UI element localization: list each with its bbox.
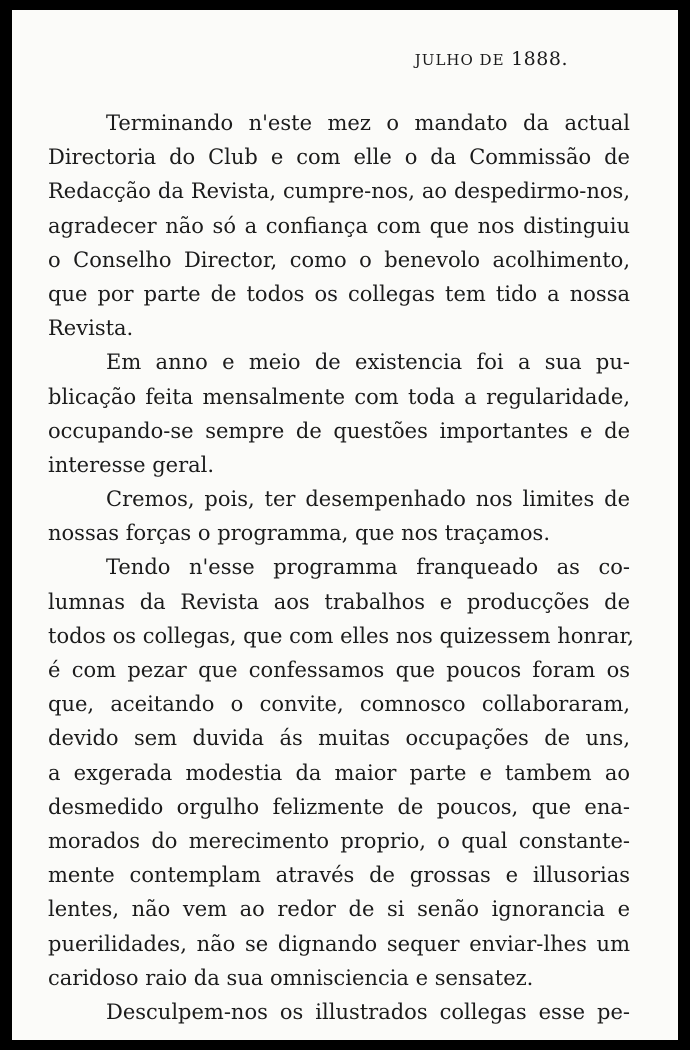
text-line: a exgerada modestia da maior parte e tambem ao — [48, 760, 630, 785]
text-line: Redacção da Revista, cumpre-nos, ao despedirmo-nos, — [48, 179, 630, 204]
text-line: Terminando n'este mez o mandato da actual — [106, 111, 630, 135]
text-line: puerilidades, não se dignando sequer enviar-lhes um — [48, 931, 630, 956]
text-line: o Conselho Director, como o benevolo acolhimento, — [48, 247, 630, 272]
text-line: nossas forças o programma, que nos traçamos. — [48, 521, 551, 546]
text-line: lentes, não vem ao redor de si senão ignorancia e — [48, 897, 630, 922]
text-line: blicação feita mensalmente com toda a regularidade, — [48, 384, 630, 409]
text-line: é com pezar que confessamos que poucos foram os — [48, 658, 630, 682]
text-line: mente contemplam através de grossas e illusorias — [48, 863, 630, 888]
text-line: Cremos, pois, ter desempenhado nos limites de — [106, 487, 630, 512]
text-line: lumnas da Revista aos trabalhos e producções de — [48, 589, 630, 614]
text-line: agradecer não só a confiança com que nos distinguiu — [48, 213, 630, 238]
body-text — [48, 106, 634, 1029]
text-line: devido sem duvida ás muitas occupações de uns, — [48, 726, 630, 751]
text-line: todos os collegas, que com elles nos quizessem honrar, — [48, 623, 634, 648]
text-line: que, aceitando o convite, comnosco collaboraram, — [48, 692, 630, 717]
text-line: Revista. — [48, 316, 134, 341]
document-page — [12, 10, 678, 1040]
text-line: occupando-se sempre de questões importantes e de — [48, 418, 630, 443]
text-line: Tendo n'esse programma franqueado as co- — [106, 555, 630, 580]
text-line: desmedido orgulho felizmente de poucos, que ena- — [48, 794, 630, 819]
text-line: que por parte de todos os collegas tem tido a nossa — [48, 281, 630, 306]
page-header — [415, 48, 568, 70]
header-year: 1888. — [511, 48, 568, 70]
text-line: caridoso raio da sua omnisciencia e sensatez. — [48, 965, 534, 990]
text-line: Desculpem-nos os illustrados collegas esse pe- — [106, 999, 630, 1024]
text-line: Directoria do Club e com elle o da Commissão de — [48, 145, 630, 170]
text-line: morados do merecimento proprio, o qual constante- — [48, 828, 630, 853]
text-line: interesse geral. — [48, 452, 215, 477]
text-line: Em anno e meio de existencia foi a sua pu- — [106, 350, 630, 375]
header-month: JULHO DE — [414, 51, 505, 69]
